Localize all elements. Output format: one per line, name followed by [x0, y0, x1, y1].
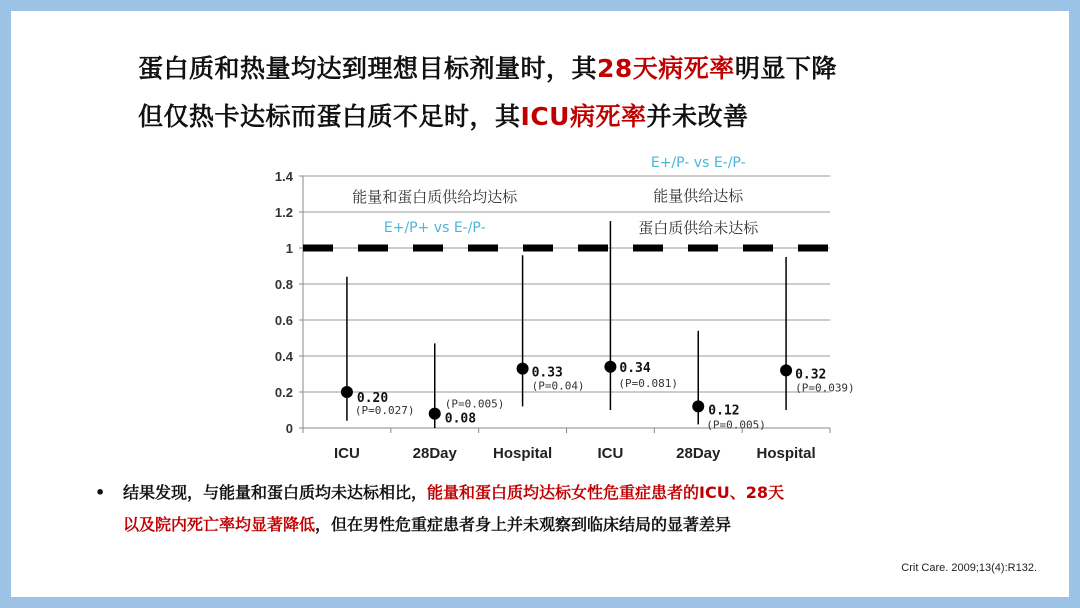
x-category-label: 28Day — [676, 445, 721, 462]
point-value-label: 0.32 — [795, 367, 827, 383]
p-value-label: (P=0.04) — [531, 379, 585, 393]
p-value-label: (P=0.081) — [618, 376, 679, 390]
mortality-odds-chart — [255, 146, 855, 476]
headline-2-tail: 并未改善 — [646, 102, 749, 131]
x-category-label: ICU — [333, 445, 360, 462]
group-1-heading: 能量和蛋白质供给均达标 — [352, 188, 518, 206]
x-category-label: Hospital — [492, 445, 553, 462]
x-category-label: 28Day — [412, 445, 457, 462]
bullet-marker: • — [95, 483, 106, 502]
point-value-label: 0.08 — [444, 411, 477, 427]
headline-line-1 — [138, 49, 837, 85]
headline-1-tail: 明显下降 — [734, 54, 837, 83]
odds-ratio-point — [692, 400, 704, 412]
point-value-label: 0.12 — [708, 403, 740, 419]
y-tick-label: 0.4 — [274, 349, 293, 364]
y-tick-label: 1.4 — [274, 169, 293, 184]
x-category-label: Hospital — [756, 445, 816, 462]
headline-2-text: 但仅热卡达标而蛋白质不足时，其 — [138, 102, 521, 131]
findings-text — [123, 477, 784, 541]
odds-ratio-point — [780, 364, 792, 376]
odds-ratio-point — [604, 361, 616, 373]
p-value-label: (P=0.039) — [795, 381, 855, 395]
group-1-comparison: E+/P+ vs E-/P- — [383, 220, 486, 236]
findings-line-1-highlight: 能量和蛋白质均达标女性危重症患者的ICU、28天 — [427, 483, 784, 502]
odds-ratio-point — [341, 386, 353, 398]
findings-line-2-text: ，但在男性危重症患者身上并未观察到临床结局的显著差异 — [315, 515, 732, 534]
headline-1-text: 蛋白质和热量均达到理想目标剂量时，其 — [138, 54, 598, 83]
citation: Crit Care. 2009;13(4):R132. — [901, 562, 1037, 574]
headline-line-2 — [138, 97, 748, 133]
point-value-label: 0.20 — [356, 391, 389, 406]
headline-2-highlight: ICU病死率 — [520, 102, 647, 131]
odds-ratio-point — [517, 363, 529, 375]
y-tick-label: 1.2 — [274, 205, 293, 220]
y-tick-label: 0.6 — [274, 313, 293, 328]
y-tick-label: 1 — [285, 241, 293, 256]
findings-line-1 — [123, 477, 784, 509]
findings-line-1-text: 结果发现，与能量和蛋白质均未达标相比， — [123, 483, 428, 502]
findings-line-2-highlight: 以及院内死亡率均显著降低 — [123, 515, 316, 534]
point-value-label: 0.34 — [619, 360, 651, 376]
group-2-heading-1: 能量供给达标 — [653, 187, 744, 205]
y-tick-label: 0 — [285, 421, 293, 436]
point-value-label: 0.33 — [531, 365, 563, 381]
y-tick-label: 0.2 — [274, 385, 293, 400]
headline-1-highlight: 28天病死率 — [597, 54, 735, 83]
odds-ratio-point — [429, 408, 441, 420]
p-value-label: (P=0.005) — [444, 397, 505, 411]
p-value-label: (P=0.005) — [706, 418, 766, 432]
x-category-label: ICU — [597, 445, 624, 462]
p-value-label: (P=0.027) — [354, 404, 415, 417]
group-2-comparison: E+/P- vs E-/P- — [650, 155, 746, 171]
findings-line-2 — [123, 509, 784, 541]
y-tick-label: 0.8 — [274, 277, 293, 292]
group-2-heading-2: 蛋白质供给未达标 — [638, 219, 759, 237]
